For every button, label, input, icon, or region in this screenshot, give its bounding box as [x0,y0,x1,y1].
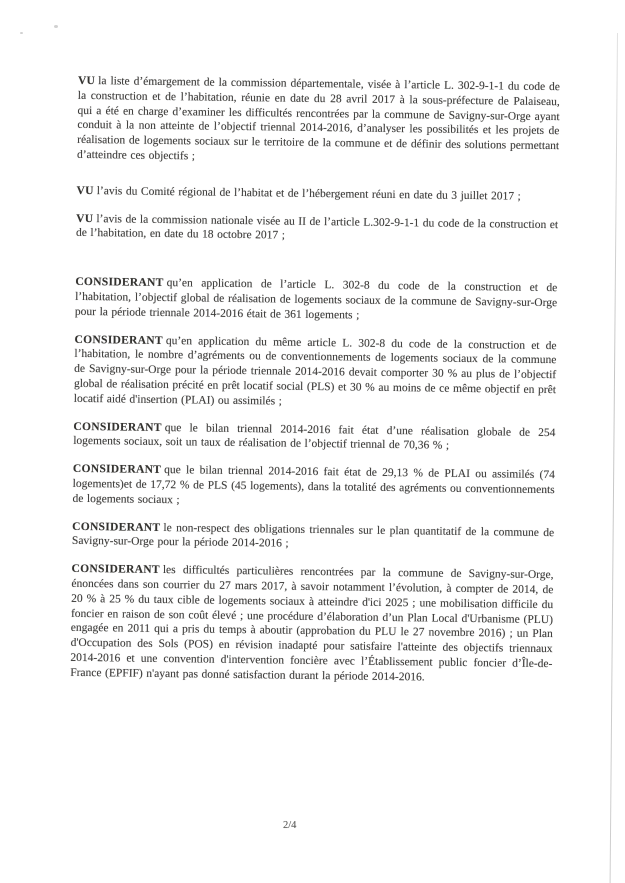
scan-speck [54,25,58,28]
paragraph-text: qu’en application de l’article L. 302-8 du code de la construction et de l’habitation, l’objectif global de réalisation de logements sociaux de la commune de Savigny-sur-Orge pour la période triennale 2014-2016 était de 361 logements ; [74,277,558,322]
paragraph-considerant-3 [73,419,555,455]
paragraph-lead: CONSIDERANT [73,420,162,434]
paragraph-vu-3 [76,211,558,247]
paragraph-lead: CONSIDERANT [72,520,161,534]
scan-speck [20,32,23,34]
paragraph-text: l’avis du Comité régional de l’habitat et de l’hébergement réuni en date du 3 juillet 2017 ; [96,184,521,203]
paragraph-considerant-1 [75,275,558,326]
paragraph-vu-2 [76,184,558,205]
document-body [70,74,560,700]
paragraph-lead: CONSIDERANT [74,333,163,347]
paragraph-considerant-4 [72,462,555,513]
paragraph-lead: CONSIDERANT [72,462,162,477]
page-number: 2/4 [283,820,297,831]
paragraph-text: la liste d’émargement de la commission départementale, visée à l’article L. 302-9-1-1 du code de la construction et de l’habitation, réunie en date du 28 avril 2017 à la sous-préfecture de Palaiseau, qui a été en charge d’examiner les difficultés rencontrées par la commune de Savigny-sur-Orge ayant conduit à la non atteinte de l’objectif triennal 2014-2016, d’analyser les possibilités et les projets de réalisation de logements sociaux sur le territoire de la commune et de définir des solutions permettant d’atteindre ces objectifs ; [76,75,561,163]
paragraph-considerant-6 [70,562,554,687]
paragraph-lead: CONSIDERANT [71,562,160,577]
scan-edge-line [610,33,618,883]
paragraph-lead: VU [77,74,96,88]
paragraph-text: le non-respect des obligations triennales sur le plan quantitatif de la commune de Savigny-sur-Orge pour la période 2014-2016 ; [71,521,555,550]
paragraph-text: que le bilan triennal 2014-2016 fait état d’une réalisation globale de 254 logements sociaux, soit un taux de réalisation de l’objectif triennal de 70,36 % ; [73,421,556,453]
paragraph-vu-1 [77,74,560,169]
paragraph-text: qu’en application du même article L. 302-8 du code de la construction et de l’habitation, le nombre d’agréments ou de conventionnements de logements sociaux de la commune de Savigny-sur-Orge pour la période triennale 2014-2016 devait comporter 30 % au plus de l’objectif global de réalisation précité en prêt locatif social (PLS) et 30 % au moins de ce même objectif en prêt locatif aidé d'insertion (PLAI) ou assimilés ; [73,334,557,408]
paragraph-lead: VU [76,212,94,225]
paragraph-considerant-5 [72,519,554,555]
paragraph-text: que le bilan triennal 2014-2016 fait état de 29,13 % de PLAI ou assimilés (74 logements)et de 17,72 % de PLS (45 logements), dans la totalité des agréments ou conventionnements de logements sociaux ; [72,464,555,506]
paragraph-lead: CONSIDERANT [75,276,164,290]
paragraph-lead: VU [76,184,94,197]
paragraph-considerant-2 [74,332,557,412]
paragraph-text: les difficultés particulières rencontrées par la commune de Savigny-sur-Orge, énoncées dans son courrier du 27 mars 2017, à savoir notamment l’évolution, à compter de 2014, de 20 % à 25 % du taux cible de logements sociaux à atteindre d'ici 2025 ; une mobilisation difficile du foncier en raison de son coût élevé ; une procédure d’élaboration d’un Plan Local d'Urbanisme (PLU) engagée en 2011 qui a pris du temps à aboutir (approbation du PLU le 27 novembre 2016) ; un Plan d'Occupation des Sols (POS) en révision inadapté pour satisfaire l'atteinte des objectifs triennaux 2014-2016 et une convention d'intervention foncière avec l’Établissement public foncier d’Île-de-France (EPFIF) n'ayant pas donné satisfaction durant la période 2014-2016. [70,564,554,684]
paragraph-text: l’avis de la commission nationale visée au II de l’article L.302-9-1-1 du code de la construction et de l’habitation, en date du 18 octobre 2017 ; [75,212,559,242]
